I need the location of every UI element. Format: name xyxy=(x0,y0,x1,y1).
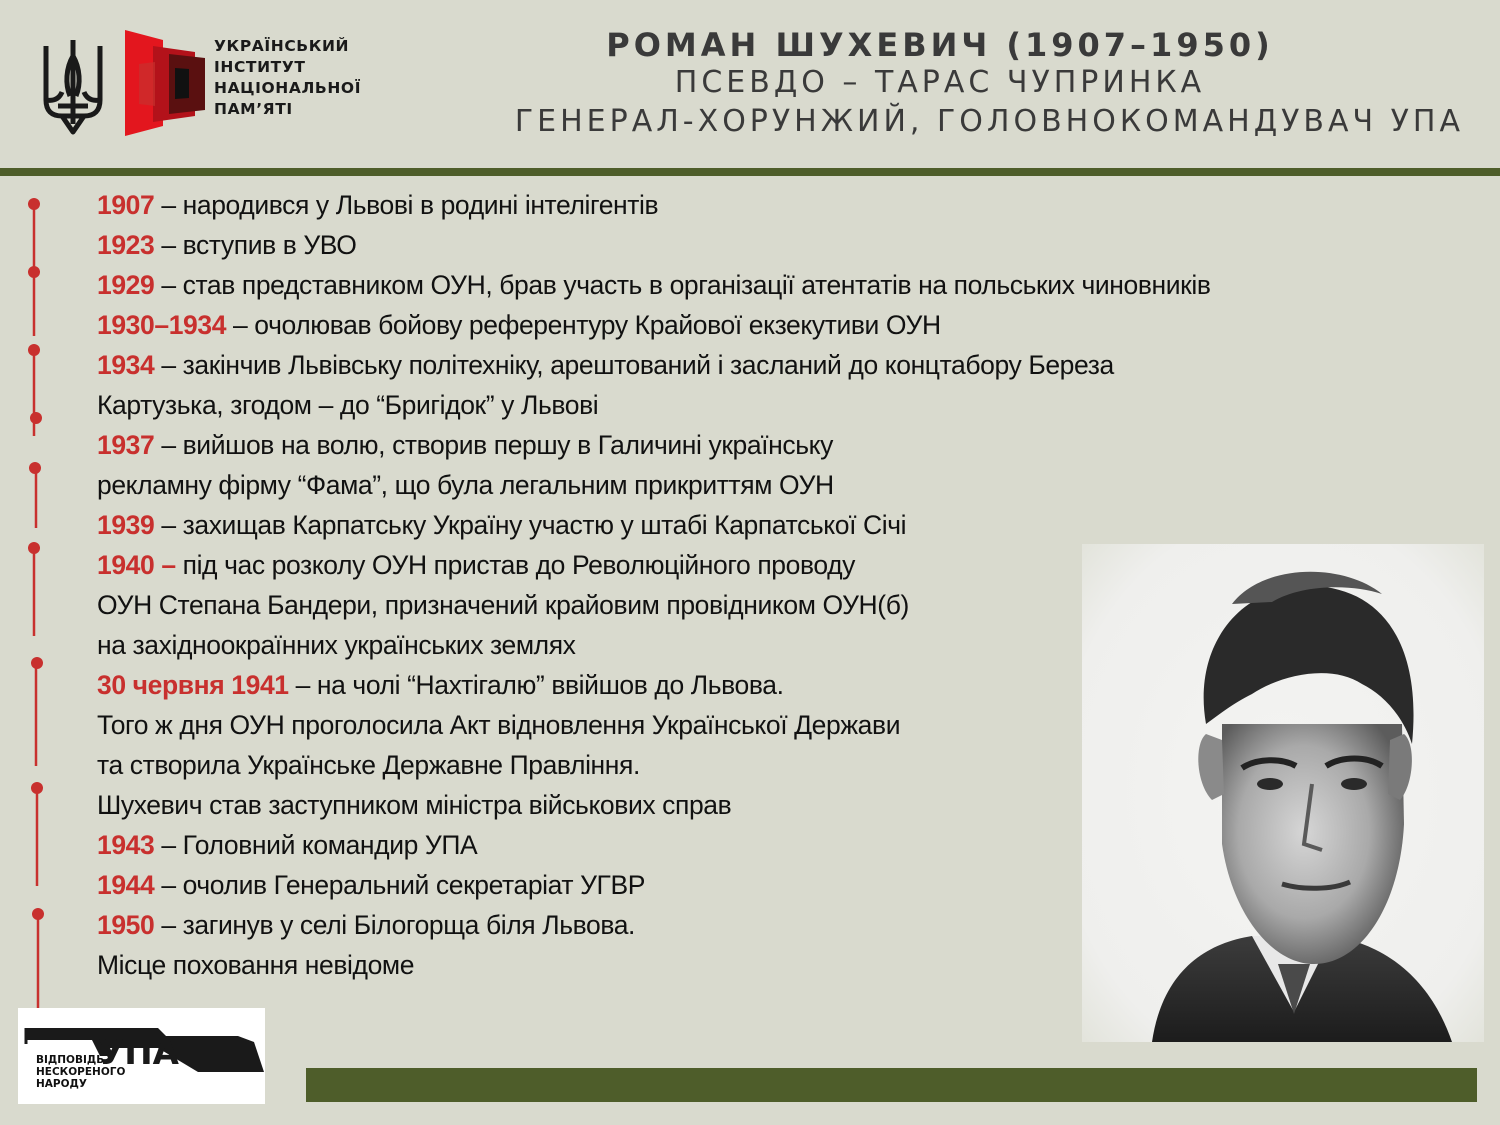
timeline-year: 1937 xyxy=(97,430,155,460)
timeline-year: 1923 xyxy=(97,230,155,260)
timeline-text: Картузька, згодом – до “Бригідок” у Львові xyxy=(97,390,599,420)
timeline-line xyxy=(97,465,1467,505)
institute-name: УКРАЇНСЬКИЙ ІНСТИТУТ НАЦІОНАЛЬНОЇ ПАМ’ЯТІ xyxy=(214,37,362,118)
timeline-text: Шухевич став заступником міністра військових справ xyxy=(97,790,732,820)
timeline-line xyxy=(97,225,1467,265)
timeline-text: – захищав Карпатську Україну участю у штабі Карпатської Січі xyxy=(154,510,907,540)
page-rank: ГЕНЕРАЛ-ХОРУНЖИЙ, ГОЛОВНОКОМАНДУВАЧ УПА xyxy=(514,104,1464,139)
upa-letters: УПА xyxy=(98,1033,179,1073)
timeline-text: – очолював бойову референтуру Крайової екзекутиви ОУН xyxy=(226,310,941,340)
timeline-text: на західноокраїнних українських землях xyxy=(97,630,576,660)
timeline-year: 1943 xyxy=(97,830,155,860)
timeline-text: під час розколу ОУН пристав до Революційного проводу xyxy=(175,550,855,580)
page-title: РОМАН ШУХЕВИЧ (1907–1950) xyxy=(606,26,1274,64)
timeline-decoration xyxy=(0,176,80,1016)
timeline-text: – вийшов на волю, створив першу в Галичині українську xyxy=(154,430,833,460)
timeline-year: 1939 xyxy=(97,510,155,540)
timeline-year: 1950 xyxy=(97,910,155,940)
timeline-year: 1907 xyxy=(97,190,155,220)
upa-caption: ВІДПОВІДЬ НЕСКОРЕНОГО НАРОДУ xyxy=(36,1054,126,1090)
header xyxy=(0,0,1500,168)
page-subtitle: ПСЕВДО – ТАРАС ЧУПРИНКА xyxy=(674,65,1206,100)
timeline-year: 1934 xyxy=(97,350,155,380)
timeline-text: – народився у Львові в родині інтелігентів xyxy=(154,190,659,220)
timeline-line xyxy=(97,345,1467,385)
timeline-text: – загинув у селі Білогорща біля Львова. xyxy=(154,910,636,940)
timeline-text: рекламну фірму “Фама”, що була легальним прикриттям ОУН xyxy=(97,470,834,500)
timeline-line xyxy=(97,185,1467,225)
timeline-line xyxy=(97,385,1467,425)
timeline-text: – вступив в УВО xyxy=(154,230,357,260)
timeline-text: Місце поховання невідоме xyxy=(97,950,415,980)
timeline-year: 30 червня 1941 xyxy=(97,670,289,700)
timeline-text: – став представником ОУН, брав участь в організації атентатів на польських чиновників xyxy=(154,270,1211,300)
timeline-text: – Головний командир УПА xyxy=(154,830,478,860)
timeline-year: 1929 xyxy=(97,270,155,300)
timeline-text: – закінчив Львівську політехніку, арештований і засланий до концтабору Береза xyxy=(154,350,1114,380)
timeline-line xyxy=(97,425,1467,465)
timeline-text: ОУН Степана Бандери, призначений крайовим провідником ОУН(б) xyxy=(97,590,909,620)
timeline-text: – очолив Генеральний секретаріат УГВР xyxy=(154,870,646,900)
trident-icon xyxy=(40,36,106,136)
timeline-text: – на чолі “Нахтігалю” ввійшов до Львова. xyxy=(288,670,784,700)
timeline-year: 1930–1934 xyxy=(97,310,227,340)
inp-logo-icon xyxy=(125,30,205,136)
bottom-bar xyxy=(306,1068,1477,1102)
timeline-line xyxy=(97,505,1467,545)
title-block xyxy=(400,26,1480,142)
timeline-line xyxy=(97,305,1467,345)
portrait-photo xyxy=(1082,544,1484,1042)
header-rule xyxy=(0,168,1500,176)
timeline-text: та створила Українське Державне Правління. xyxy=(97,750,640,780)
timeline-line xyxy=(97,265,1467,305)
timeline-text: Того ж дня ОУН проголосила Акт відновлення Української Держави xyxy=(97,710,901,740)
timeline-year: 1940 – xyxy=(97,550,176,580)
timeline-year: 1944 xyxy=(97,870,155,900)
